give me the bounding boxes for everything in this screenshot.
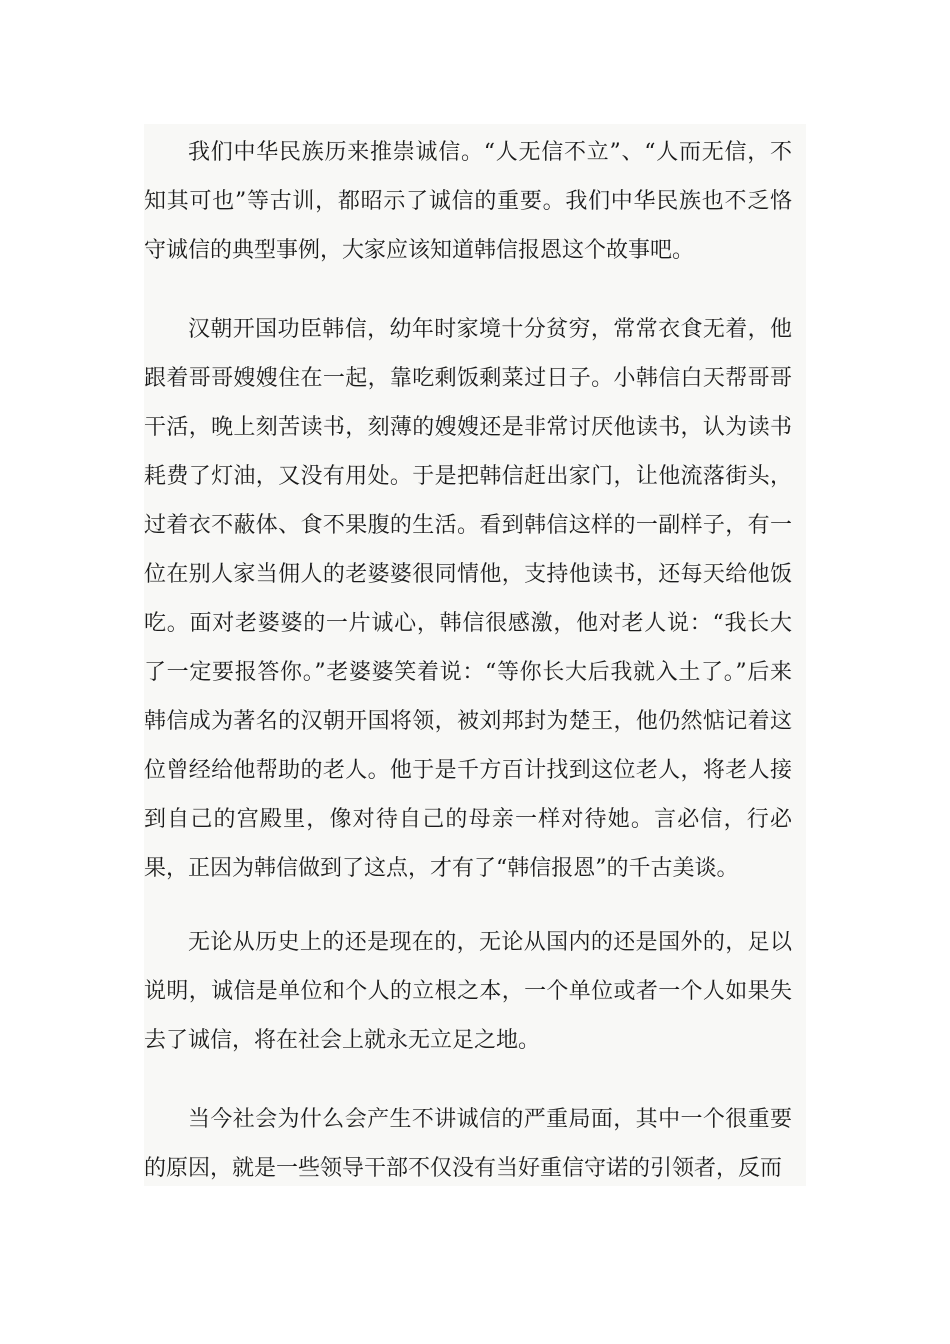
paragraph-2: 汉朝开国功臣韩信，幼年时家境十分贫穷，常常衣食无着，他跟着哥哥嫂嫂住在一起，靠吃剩饭剩菜过日子。小韩信白天帮哥哥干活，晚上刻苦读书，刻薄的嫂嫂还是非常讨厌他读书，认为读书耗费了灯油，又没有用处。于是把韩信赶出家门，让他流落街头，过着衣不蔽体、食不果腹的生活。看到韩信这样的一副样子，有一位在别人家当佣人的老婆婆很同情他，支持他读书，还每天给他饭吃。面对老婆婆的一片诚心，韩信很感激，他对老人说：“我长大了一定要报答你。”老婆婆笑着说：“等你长大后我就入土了。”后来韩信成为著名的汉朝开国将领，被刘邦封为楚王，他仍然惦记着这位曾经给他帮助的老人。他于是千方百计找到这位老人，将老人接到自己的宫殿里，像对待自己的母亲一样对待她。言必信，行必果，正因为韩信做到了这点，才有了“韩信报恩”的千古美谈。: [144, 317, 792, 881]
paragraph-3: 无论从历史上的还是现在的，无论从国内的还是国外的，足以说明，诚信是单位和个人的立根之本，一个单位或者一个人如果失去了诚信，将在社会上就永无立足之地。: [144, 930, 792, 1053]
paragraph-1: 我们中华民族历来推崇诚信。“人无信不立”、“人而无信，不知其可也”等古训，都昭示了诚信的重要。我们中华民族也不乏恪守诚信的典型事例，大家应该知道韩信报恩这个故事吧。: [144, 140, 792, 263]
paragraph-4: 当今社会为什么会产生不讲诚信的严重局面，其中一个很重要的原因，就是一些领导干部不仅没有当好重信守诺的引领者，反而: [144, 1107, 792, 1181]
text-block: [144, 124, 806, 1186]
